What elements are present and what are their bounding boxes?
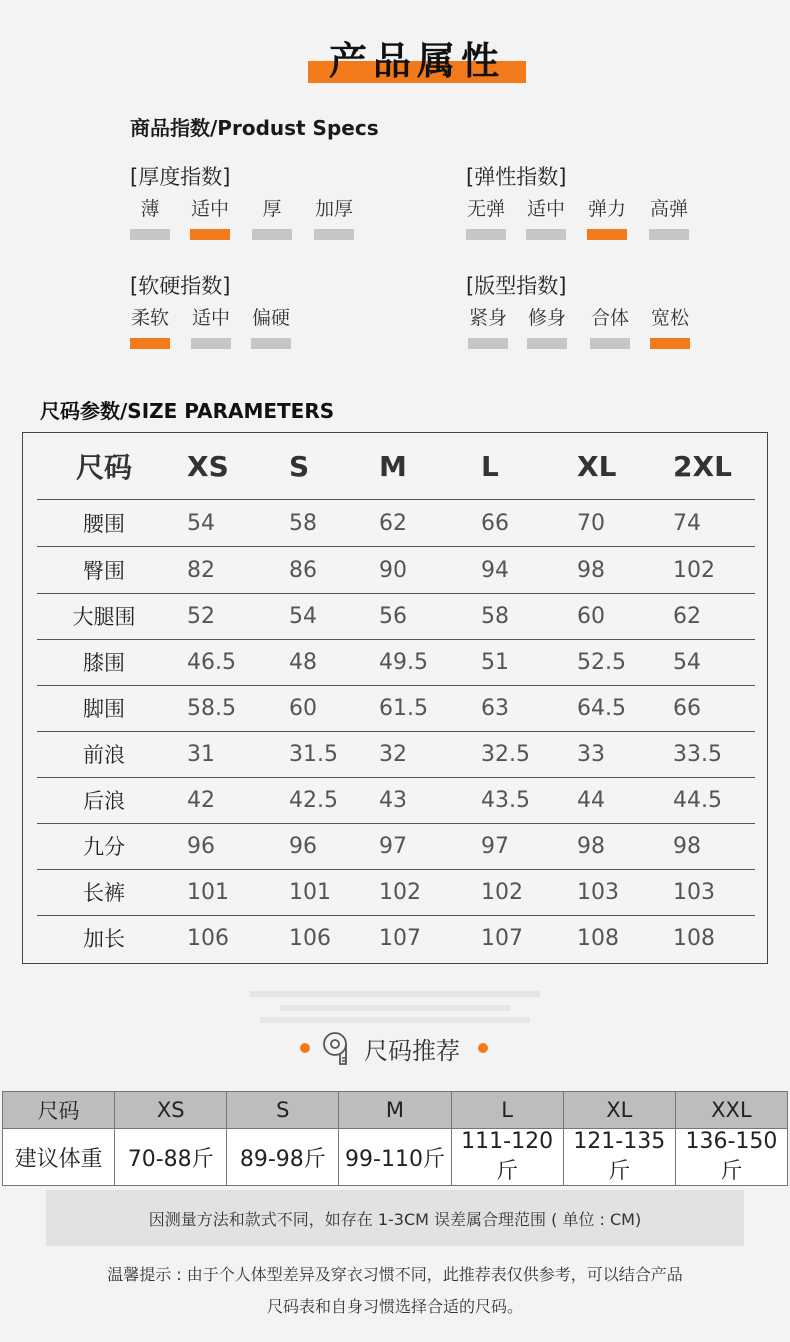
index-title: [版型指数] bbox=[466, 274, 567, 298]
size-cell: 58 bbox=[289, 510, 317, 536]
index-bar-selected bbox=[587, 229, 627, 240]
recommend-header-row bbox=[3, 1092, 788, 1129]
recommend-weight-row bbox=[3, 1129, 788, 1186]
size-cell: 102 bbox=[379, 879, 421, 905]
size-cell: 32 bbox=[379, 741, 407, 767]
index-option bbox=[639, 195, 699, 240]
size-cell: 107 bbox=[481, 925, 523, 951]
size-cell: 31 bbox=[187, 741, 215, 767]
index-option-label: 紧身 bbox=[468, 307, 507, 329]
index-bar-selected bbox=[130, 338, 170, 349]
index-bar bbox=[252, 229, 292, 240]
index-option-label: 适中 bbox=[191, 307, 230, 329]
size-cell: 102 bbox=[481, 879, 523, 905]
recommend-weight-cell: 99-110斤 bbox=[339, 1129, 451, 1186]
recommend-size-cell: XXL bbox=[675, 1092, 787, 1129]
size-row-label: 前浪 bbox=[83, 743, 125, 767]
recommend-size-cell: 尺码 bbox=[3, 1092, 115, 1129]
index-option bbox=[181, 304, 241, 349]
size-cell: 44 bbox=[577, 787, 605, 813]
size-cell: 42.5 bbox=[289, 787, 338, 813]
index-bar bbox=[191, 338, 231, 349]
size-table-row bbox=[37, 777, 755, 824]
size-cell: 108 bbox=[673, 925, 715, 951]
index-option-label: 加厚 bbox=[314, 198, 353, 220]
recommend-weight-cell: 121-135斤 bbox=[563, 1129, 675, 1186]
index-option bbox=[580, 304, 640, 349]
index-bar-selected bbox=[650, 338, 690, 349]
size-table-row bbox=[37, 547, 755, 594]
size-cell: 33 bbox=[577, 741, 605, 767]
size-row-label: 膝围 bbox=[83, 651, 125, 675]
index-option-label: 修身 bbox=[527, 307, 566, 329]
size-cell: 64.5 bbox=[577, 695, 626, 721]
size-cell: 102 bbox=[673, 557, 715, 583]
recommend-weight-cell: 建议体重 bbox=[3, 1129, 115, 1186]
size-cell: 107 bbox=[379, 925, 421, 951]
size-cell: 62 bbox=[673, 603, 701, 629]
size-row-label: 脚围 bbox=[83, 697, 125, 721]
size-cell: 103 bbox=[577, 879, 619, 905]
size-cell: 33.5 bbox=[673, 741, 722, 767]
size-cell: 98 bbox=[577, 557, 605, 583]
recommend-weight-cell: 136-150斤 bbox=[675, 1129, 787, 1186]
tip-line-1: 温馨提示 : 由于个人体型差异及穿衣习惯不同，此推荐表仅供参考，可以结合产品 bbox=[107, 1265, 683, 1284]
size-header-cell: 尺码 bbox=[75, 451, 132, 484]
index-option-label: 适中 bbox=[190, 198, 229, 220]
size-cell: 62 bbox=[379, 510, 407, 536]
size-cell: 51 bbox=[481, 649, 509, 675]
size-table-row bbox=[37, 639, 755, 686]
size-cell: 56 bbox=[379, 603, 407, 629]
size-cell: 49.5 bbox=[379, 649, 428, 675]
size-cell: 106 bbox=[187, 925, 229, 951]
size-cell: 58 bbox=[481, 603, 509, 629]
index-bar bbox=[526, 229, 566, 240]
size-row-label: 长裤 bbox=[83, 881, 125, 905]
size-cell: 61.5 bbox=[379, 695, 428, 721]
size-row-label: 大腿围 bbox=[72, 605, 136, 629]
index-option bbox=[517, 304, 577, 349]
index-bar bbox=[466, 229, 506, 240]
index-option-label: 高弹 bbox=[649, 198, 688, 220]
size-table-row bbox=[37, 823, 755, 870]
index-option bbox=[241, 304, 301, 349]
size-heading: 尺码参数/SIZE PARAMETERS bbox=[40, 399, 335, 423]
note-text: 因测量方法和款式不同，如存在 1-3CM 误差属合理范围 ( 单位 : CM) bbox=[148, 1209, 642, 1229]
index-option bbox=[242, 195, 302, 240]
size-cell: 98 bbox=[577, 833, 605, 859]
index-bar-selected bbox=[190, 229, 230, 240]
faded-text bbox=[250, 985, 540, 1025]
size-cell: 66 bbox=[481, 510, 509, 536]
size-cell: 82 bbox=[187, 557, 215, 583]
index-bar bbox=[468, 338, 508, 349]
index-bar bbox=[590, 338, 630, 349]
size-cell: 94 bbox=[481, 557, 509, 583]
size-header-cell: S bbox=[289, 449, 310, 483]
size-cell: 31.5 bbox=[289, 741, 338, 767]
index-option-label: 适中 bbox=[526, 198, 565, 220]
recommend-weight-cell: 70-88斤 bbox=[115, 1129, 227, 1186]
index-option bbox=[516, 195, 576, 240]
page-title: 产品属性 bbox=[328, 39, 505, 83]
index-bar bbox=[527, 338, 567, 349]
index-option-label: 宽松 bbox=[650, 307, 689, 329]
size-cell: 52 bbox=[187, 603, 215, 629]
size-cell: 60 bbox=[577, 603, 605, 629]
size-table bbox=[22, 432, 768, 964]
size-cell: 43.5 bbox=[481, 787, 530, 813]
index-option bbox=[577, 195, 637, 240]
size-header-cell: XS bbox=[187, 449, 229, 483]
size-row-label: 腰围 bbox=[83, 512, 125, 536]
size-cell: 48 bbox=[289, 649, 317, 675]
size-cell: 54 bbox=[289, 603, 317, 629]
tip-line-2: 尺码表和自身习惯选择合适的尺码。 bbox=[266, 1297, 523, 1316]
size-cell: 106 bbox=[289, 925, 331, 951]
recommend-title bbox=[300, 1030, 488, 1066]
size-header-cell: XL bbox=[577, 449, 617, 483]
recommend-size-cell: M bbox=[339, 1092, 451, 1129]
size-table-row bbox=[37, 593, 755, 640]
size-table-row bbox=[37, 500, 755, 547]
index-bar bbox=[251, 338, 291, 349]
size-cell: 97 bbox=[379, 833, 407, 859]
recommend-size-cell: S bbox=[227, 1092, 339, 1129]
recommend-size-cell: XS bbox=[115, 1092, 227, 1129]
index-option bbox=[458, 304, 518, 349]
size-table-row bbox=[37, 915, 755, 961]
ruler-tape-icon bbox=[322, 1030, 356, 1066]
size-cell: 42 bbox=[187, 787, 215, 813]
index-option-label: 柔软 bbox=[130, 307, 169, 329]
size-cell: 103 bbox=[673, 879, 715, 905]
index-option-label: 薄 bbox=[140, 198, 160, 220]
index-bar bbox=[649, 229, 689, 240]
recommend-size-cell: XL bbox=[563, 1092, 675, 1129]
size-cell: 96 bbox=[289, 833, 317, 859]
recommend-weight-cell: 111-120斤 bbox=[451, 1129, 563, 1186]
size-table-row bbox=[37, 731, 755, 778]
size-cell: 97 bbox=[481, 833, 509, 859]
size-row-label: 后浪 bbox=[83, 789, 125, 813]
size-header-cell: 2XL bbox=[673, 449, 732, 483]
index-option-label: 偏硬 bbox=[251, 307, 290, 329]
size-cell: 70 bbox=[577, 510, 605, 536]
index-option-label: 无弹 bbox=[466, 198, 505, 220]
index-option-label: 弹力 bbox=[587, 198, 626, 220]
index-title: [弹性指数] bbox=[466, 165, 567, 189]
size-cell: 108 bbox=[577, 925, 619, 951]
size-cell: 32.5 bbox=[481, 741, 530, 767]
size-table-row bbox=[37, 685, 755, 732]
index-option-label: 合体 bbox=[590, 307, 629, 329]
size-cell: 86 bbox=[289, 557, 317, 583]
recommend-weight-cell: 89-98斤 bbox=[227, 1129, 339, 1186]
index-title: [厚度指数] bbox=[130, 165, 231, 189]
size-cell: 46.5 bbox=[187, 649, 236, 675]
size-cell: 44.5 bbox=[673, 787, 722, 813]
index-option bbox=[120, 195, 180, 240]
size-cell: 101 bbox=[289, 879, 331, 905]
index-title: [软硬指数] bbox=[130, 274, 231, 298]
size-header-cell: M bbox=[379, 449, 407, 483]
recommend-size-cell: L bbox=[451, 1092, 563, 1129]
size-cell: 101 bbox=[187, 879, 229, 905]
size-cell: 96 bbox=[187, 833, 215, 859]
size-cell: 54 bbox=[187, 510, 215, 536]
specs-heading: 商品指数/Produst Specs bbox=[130, 116, 379, 140]
index-option bbox=[456, 195, 516, 240]
size-row-label: 加长 bbox=[83, 927, 125, 951]
index-bar bbox=[130, 229, 170, 240]
size-row-label: 九分 bbox=[83, 835, 125, 859]
dot-icon bbox=[478, 1043, 488, 1053]
size-header-cell: L bbox=[481, 449, 499, 483]
size-table-header bbox=[37, 433, 755, 500]
index-option bbox=[304, 195, 364, 240]
size-cell: 43 bbox=[379, 787, 407, 813]
size-cell: 52.5 bbox=[577, 649, 626, 675]
index-option-label: 厚 bbox=[262, 198, 282, 220]
index-option bbox=[180, 195, 240, 240]
size-row-label: 臀围 bbox=[83, 559, 125, 583]
index-option bbox=[120, 304, 180, 349]
recommend-table bbox=[2, 1091, 788, 1186]
index-option bbox=[640, 304, 700, 349]
size-table-row bbox=[37, 869, 755, 916]
size-cell: 66 bbox=[673, 695, 701, 721]
size-cell: 63 bbox=[481, 695, 509, 721]
dot-icon bbox=[300, 1043, 310, 1053]
recommend-title-text: 尺码推荐 bbox=[364, 1036, 460, 1065]
size-cell: 98 bbox=[673, 833, 701, 859]
index-bar bbox=[314, 229, 354, 240]
size-cell: 74 bbox=[673, 510, 701, 536]
size-cell: 60 bbox=[289, 695, 317, 721]
size-cell: 58.5 bbox=[187, 695, 236, 721]
size-cell: 54 bbox=[673, 649, 701, 675]
size-cell: 90 bbox=[379, 557, 407, 583]
